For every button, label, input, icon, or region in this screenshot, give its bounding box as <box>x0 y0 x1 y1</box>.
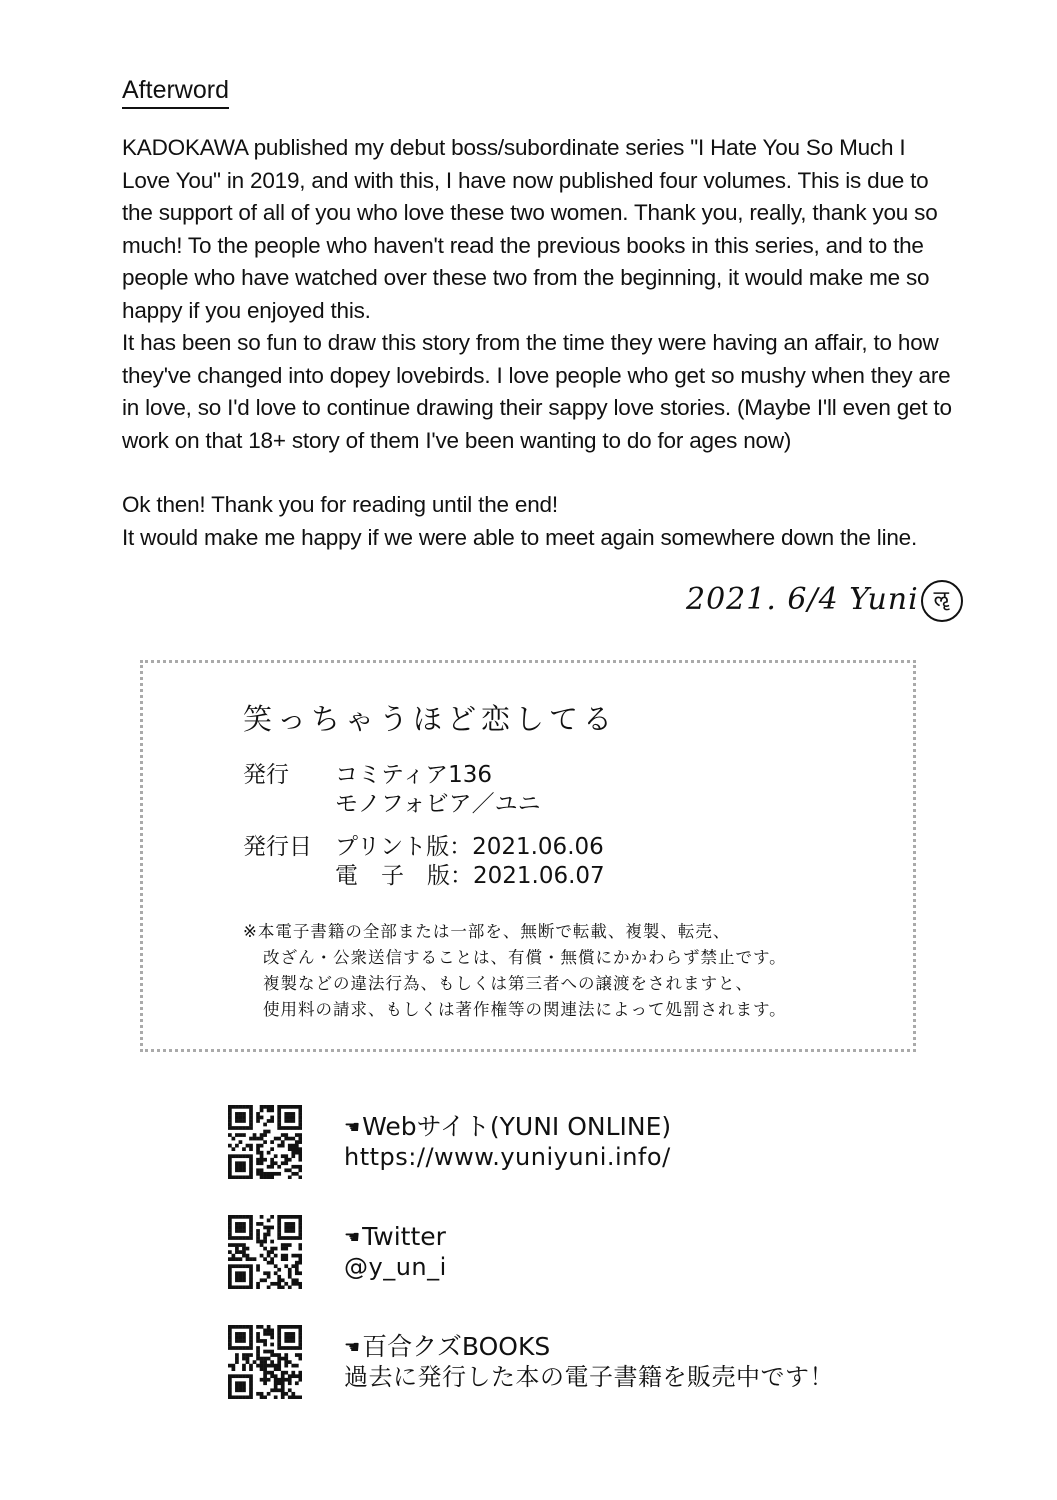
afterword-paragraph-2: It has been so fun to draw this story from the time they were having an affair, to how they've changed into dopey lovebirds. I love people who get so mushy when they are in love, so I'd love to continue drawing their sappy love stories. (Maybe I'll even get to work on that 18+ story of them I've been wanting to do for ages now) <box>122 330 952 453</box>
afterword-heading: Afterword <box>122 74 229 109</box>
website-url[interactable]: https://www.yuniyuni.info/ <box>344 1143 671 1171</box>
bookstore-description: 過去に発行した本の電子書籍を販売中です！ <box>344 1363 834 1391</box>
book-title: 笑っちゃうほど恋してる <box>243 702 618 736</box>
website-link-block[interactable] <box>228 1105 948 1185</box>
notice-line: 複製などの違法行為、もしくは第三者への譲渡をされますと、 <box>263 974 753 993</box>
colophon-box <box>140 660 916 1052</box>
signature-mark: ॡ <box>921 580 963 622</box>
notice-line: 改ざん・公衆送信することは、有償・無償にかかわらず禁止です。 <box>263 948 787 967</box>
publish-date-label: 発行日 <box>243 834 312 860</box>
bookstore-title: ☚百合クズBOOKS <box>344 1332 551 1361</box>
qr-code-icon[interactable] <box>228 1325 302 1399</box>
print-edition-date: プリント版：2021.06.06 <box>335 834 604 860</box>
website-title: ☚Webサイト(YUNI ONLINE) <box>344 1112 672 1141</box>
signature-name: Yuni <box>849 582 919 617</box>
pointing-hand-icon: ☚ <box>344 1337 361 1358</box>
bookstore-link-block[interactable] <box>228 1325 948 1405</box>
notice-line: 使用料の請求、もしくは著作権等の関連法によって処罰されます。 <box>263 1000 787 1019</box>
closing-line-2: It would make me happy if we were able to meet again somewhere down the line. <box>122 524 918 550</box>
digital-edition-date: 電 子 版：2021.06.07 <box>335 863 605 889</box>
copyright-notice <box>243 919 787 1023</box>
twitter-handle[interactable]: @y_un_i <box>344 1253 447 1281</box>
signature-date: 2021. 6/4 <box>686 582 839 617</box>
handwritten-signature <box>686 580 963 622</box>
twitter-link-block[interactable] <box>228 1215 948 1295</box>
qr-code-icon[interactable] <box>228 1105 302 1179</box>
pointing-hand-icon: ☚ <box>344 1117 361 1138</box>
publisher-circle: モノフォビア／ユニ <box>335 791 541 817</box>
qr-code-icon[interactable] <box>228 1215 302 1289</box>
closing-line-1: Ok then! Thank you for reading until the end! <box>122 492 558 517</box>
afterword-paragraph-1: KADOKAWA published my debut boss/subordinate series "I Hate You So Much I Love You" in 2019, and with this, I have now published four volumes. This is due to the support of all of you who love these two women. Thank you, really, thank you so much! To the people who haven't read the previous books in this series, and to the people who have watched over these two from the beginning, it would make me so happy if you enjoyed this. <box>122 135 938 323</box>
publisher-event: コミティア136 <box>335 762 493 788</box>
publisher-label: 発行 <box>243 762 289 788</box>
notice-line: ※本電子書籍の全部または一部を、無断で転載、複製、転売、 <box>243 922 731 941</box>
pointing-hand-icon: ☚ <box>344 1227 361 1248</box>
afterword-closing <box>122 489 952 554</box>
twitter-title: ☚Twitter <box>344 1222 446 1251</box>
